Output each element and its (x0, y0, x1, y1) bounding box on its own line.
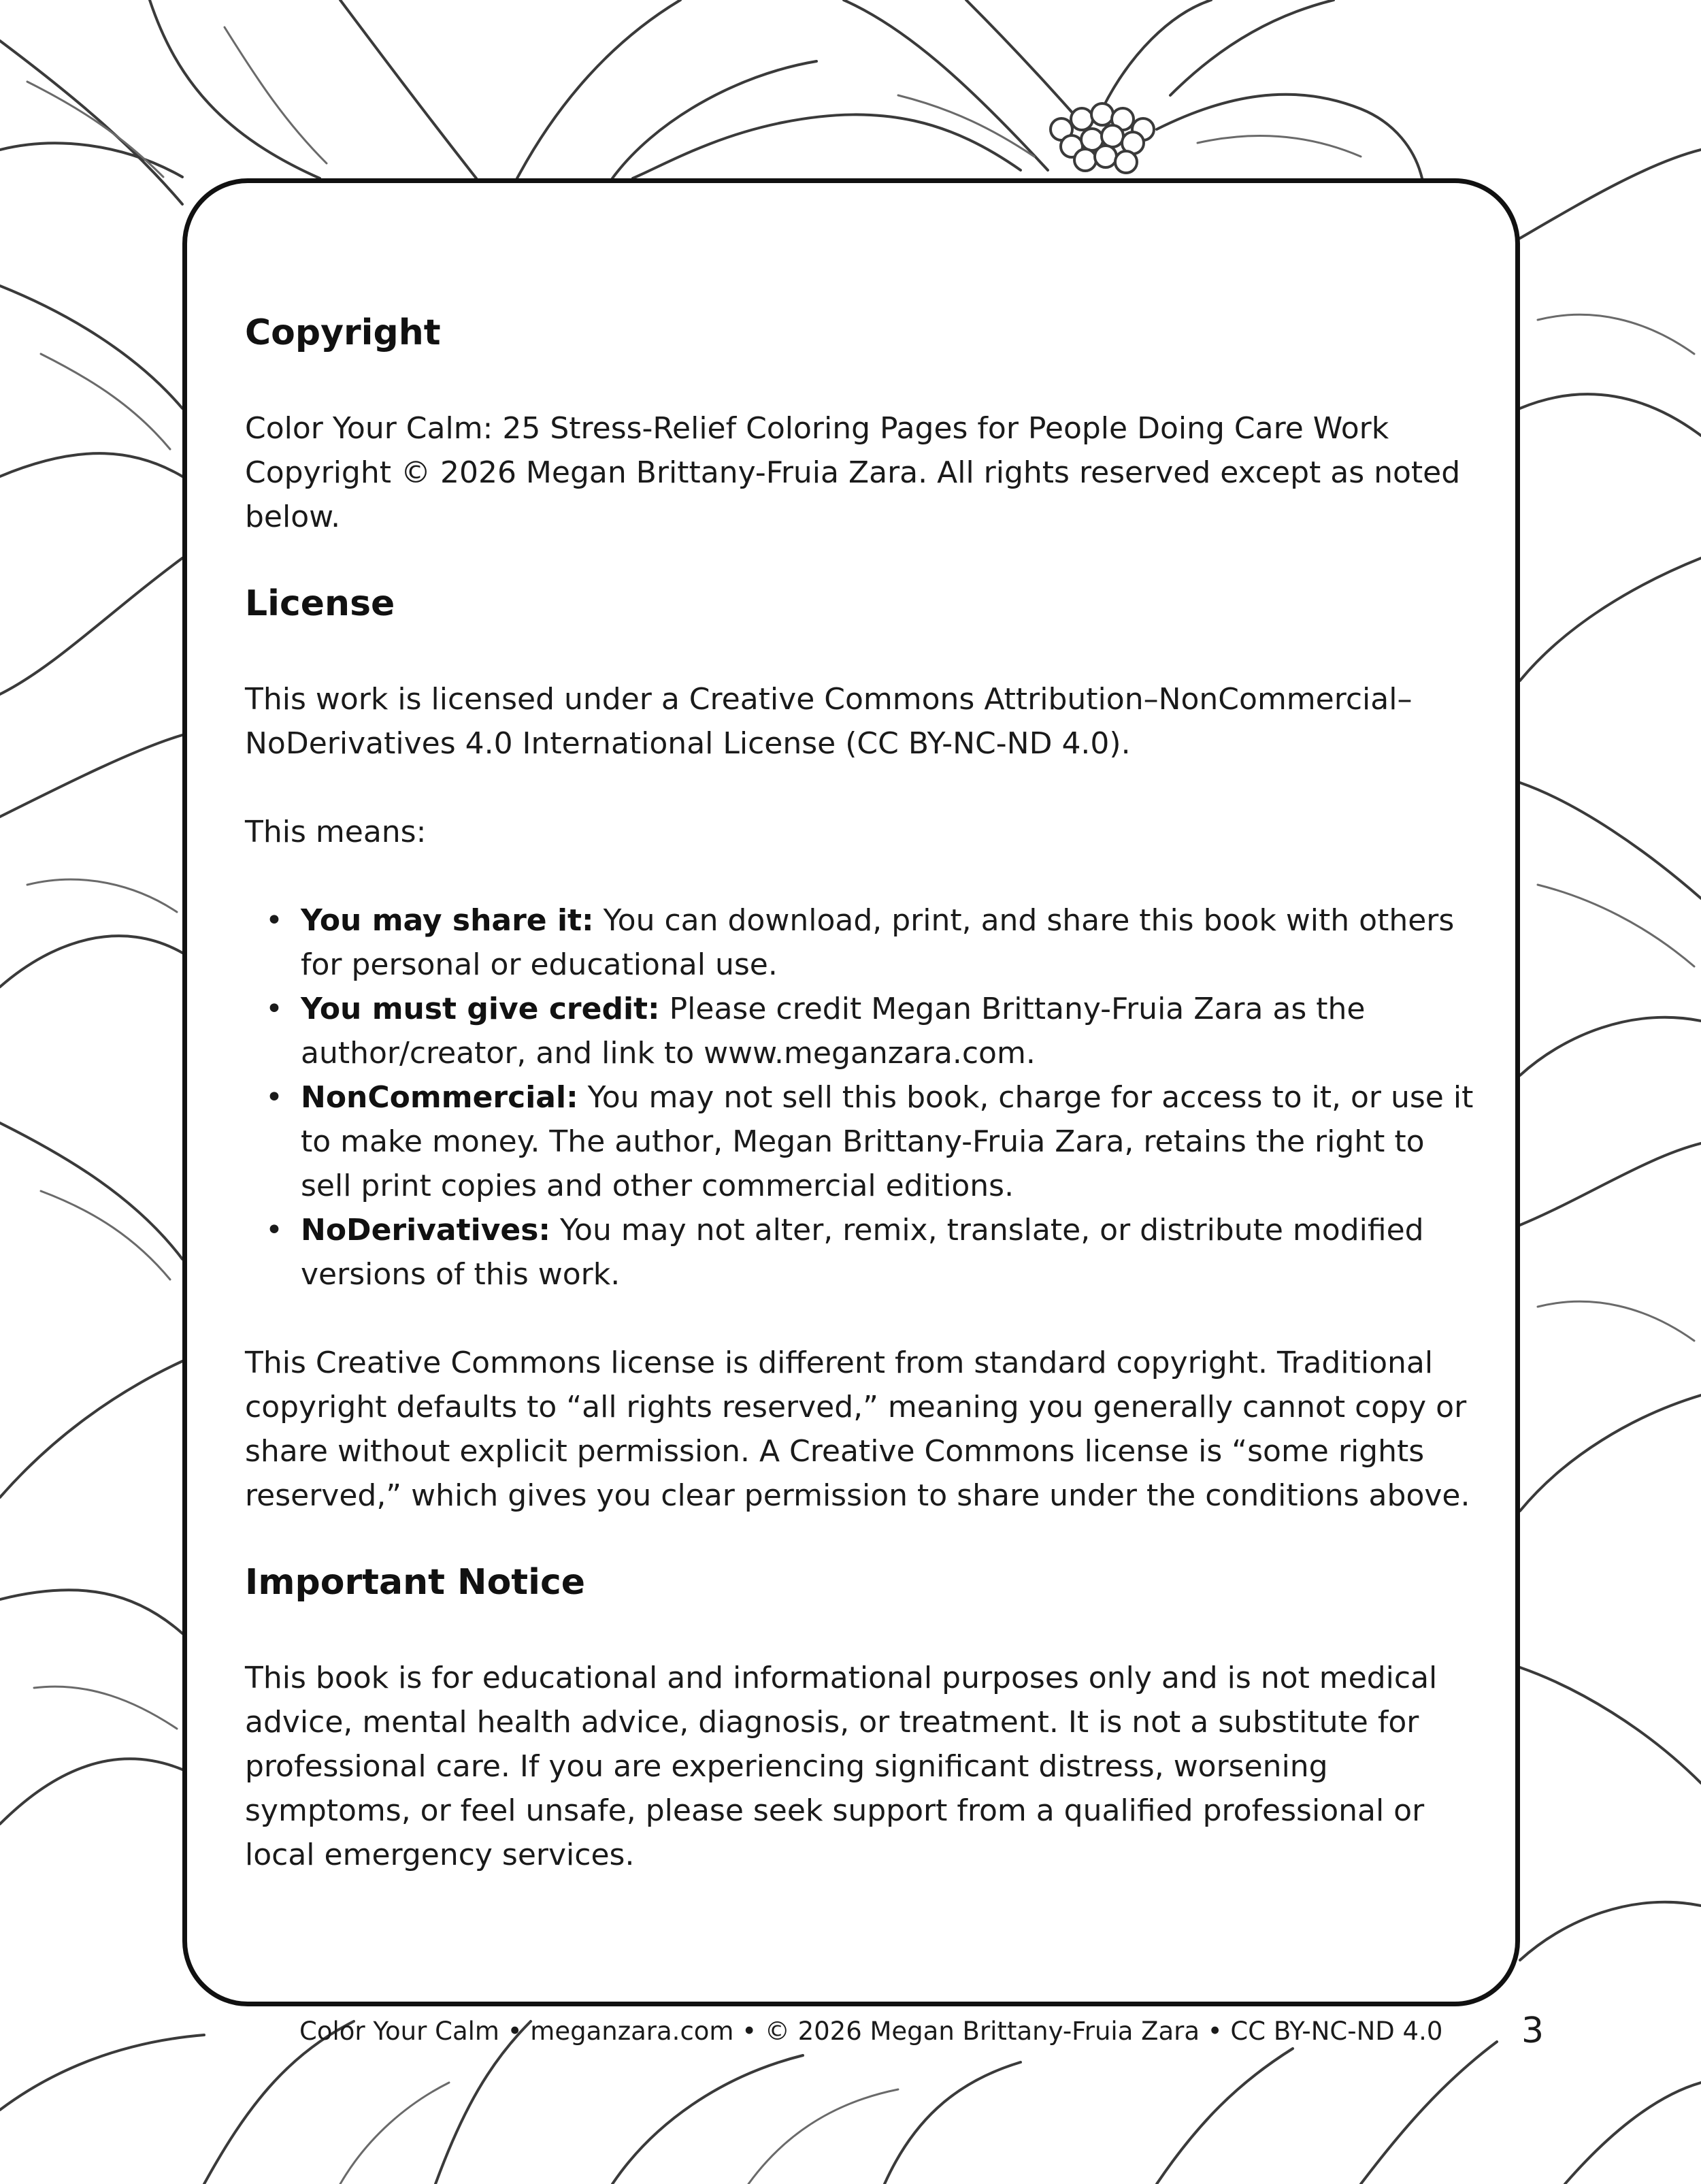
page-number: 3 (1521, 2010, 1545, 2051)
list-item (301, 987, 1476, 1075)
copyright-heading: Copyright (245, 312, 441, 353)
list-item-term: NonCommercial: (301, 1080, 578, 1115)
list-item-term: NoDerivatives: (301, 1213, 550, 1248)
list-item (301, 898, 1476, 987)
license-terms-list (245, 898, 1476, 1297)
card-content (245, 312, 1476, 1877)
content-card (182, 178, 1520, 2006)
list-item-text: You may not alter, remix, translate, or distribute modified versions of this work. (301, 1213, 1424, 1292)
list-item-text: You may not sell this book, charge for access to it, or use it to make money. The author, Megan Brittany-Fruia Zara, retains the right to sell print copies and other commercial editions. (301, 1080, 1474, 1203)
notice-text: This book is for educational and informational purposes only and is not medical advice, mental health advice, diagnosis, or treatment. It is not a substitute for professional care. If you are experiencing significant distress, worsening symptoms, or feel unsafe, please seek support from a qualified professional or local emergency services. (245, 1661, 1438, 1872)
list-item-text: Please credit Megan Brittany-Fruia Zara as the author/creator, and link to www.meganzara.com. (301, 992, 1366, 1071)
license-means-label: This means: (245, 815, 427, 849)
license-intro: This work is licensed under a Creative Commons Attribution–NonCommercial–NoDerivatives 4.0 International License (CC BY-NC-ND 4.0). (245, 682, 1413, 761)
list-item-term: You may share it: (301, 903, 594, 938)
footer-text: Color Your Calm • meganzara.com • © 2026 Megan Brittany-Fruia Zara • CC BY-NC-ND 4.0 (299, 2017, 1443, 2046)
copyright-text: Color Your Calm: 25 Stress-Relief Coloring Pages for People Doing Care Work Copyright © 2026 Megan Brittany-Fruia Zara. All rights reserved except as noted below. (245, 411, 1461, 534)
list-item-term: You must give credit: (301, 992, 660, 1026)
list-item (301, 1075, 1476, 1208)
list-item-text: You can download, print, and share this book with others for personal or educational use. (301, 903, 1455, 982)
page-footer (0, 2011, 1701, 2052)
list-item (301, 1208, 1476, 1297)
license-closing: This Creative Commons license is different from standard copyright. Traditional copyright defaults to “all rights reserved,” meaning you generally cannot copy or share without explicit permission. A Creative Commons license is “some rights reserved,” which gives you clear permission to share under the conditions above. (245, 1346, 1470, 1513)
license-heading: License (245, 583, 395, 624)
notice-heading: Important Notice (245, 1562, 586, 1603)
